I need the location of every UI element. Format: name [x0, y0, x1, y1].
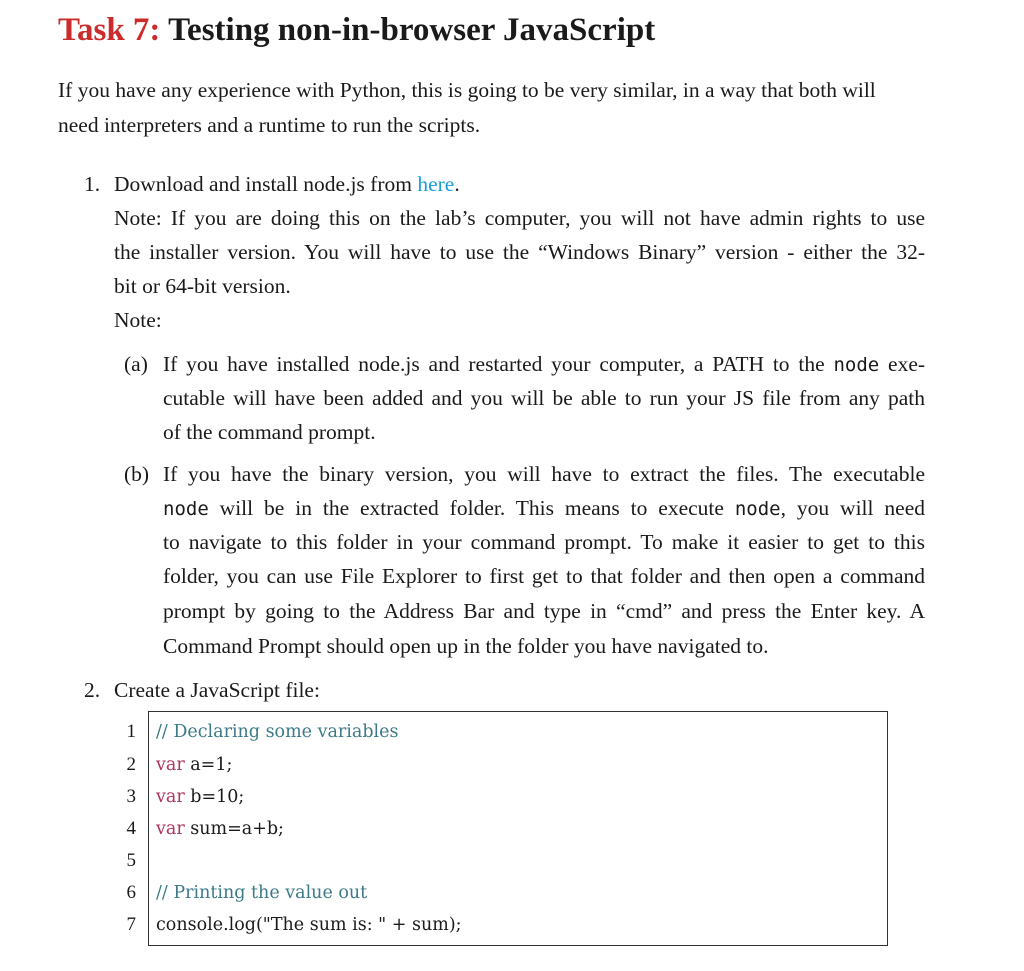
step-2-number: 2. [84, 678, 101, 702]
code-line: var b=10; [156, 787, 245, 807]
var-keyword: var [156, 819, 185, 839]
sub-item-b-label: (b) [124, 462, 150, 486]
sub-item-b-line: Command Prompt should open up in the folder you have navigated to. [163, 634, 769, 658]
code-line: var sum=a+b; [156, 819, 284, 839]
sub-item-a-label: (a) [124, 352, 148, 376]
sub-item-b-line: node will be in the extracted folder. This means to execute node, you will need [163, 496, 925, 520]
node-code: node [734, 498, 781, 520]
intro-line: If you have any experience with Python, this is going to be very similar, in a way that both will [58, 78, 876, 102]
sub-item-b-line: to navigate to this folder in your command prompt. To make it easier to get to this [163, 530, 925, 554]
note-line: bit or 64-bit version. [114, 274, 291, 298]
sub-item-b-line: If you have the binary version, you will have to extract the files. The executable [163, 462, 925, 486]
step-1-number: 1. [84, 172, 101, 196]
sub-item-a-line: of the command prompt. [163, 420, 376, 444]
line-number: 1 [126, 721, 136, 742]
code-comment: // Printing the value out [156, 883, 368, 903]
line-number: 7 [126, 914, 136, 935]
code-comment: // Declaring some variables [156, 722, 399, 742]
intro-line: need interpreters and a runtime to run the scripts. [58, 113, 481, 137]
sub-item-b-line: folder, you can use File Explorer to first get to that folder and then open a command [163, 564, 925, 588]
sub-item-a-line: If you have installed node.js and restarted your computer, a PATH to the node exe- [163, 352, 926, 376]
step-2-text: Create a JavaScript file: [114, 678, 320, 702]
code-line: var a=1; [156, 755, 233, 775]
code-line: console.log("The sum is: " + sum); [156, 915, 462, 935]
sub-item-a-line: cutable will have been added and you will be able to run your JS file from any path [163, 386, 925, 410]
var-keyword: var [156, 787, 185, 807]
task-label: Task 7: [58, 12, 161, 48]
intro-paragraph [58, 73, 938, 143]
node-code: node [163, 498, 209, 520]
line-number: 6 [126, 882, 136, 903]
note-line: Note: If you are doing this on the lab’s computer, you will not have admin rights to use [114, 206, 925, 230]
note-label: Note: [114, 308, 162, 332]
line-number: 4 [126, 818, 136, 839]
page-title [58, 8, 655, 52]
sub-item-b-line: prompt by going to the Address Bar and type in “cmd” and press the Enter key. A [163, 599, 925, 623]
line-number: 2 [126, 754, 136, 775]
task-title: Testing non-in-browser JavaScript [168, 12, 656, 48]
here-link[interactable]: here [417, 172, 455, 196]
var-keyword: var [156, 755, 185, 775]
line-number: 5 [126, 850, 136, 871]
note-line: the installer version. You will have to use the “Windows Binary” version - either the 32- [114, 240, 925, 264]
line-number: 3 [126, 786, 136, 807]
node-code: node [833, 354, 880, 376]
step-1-text: Download and install node.js from here. [114, 172, 460, 196]
